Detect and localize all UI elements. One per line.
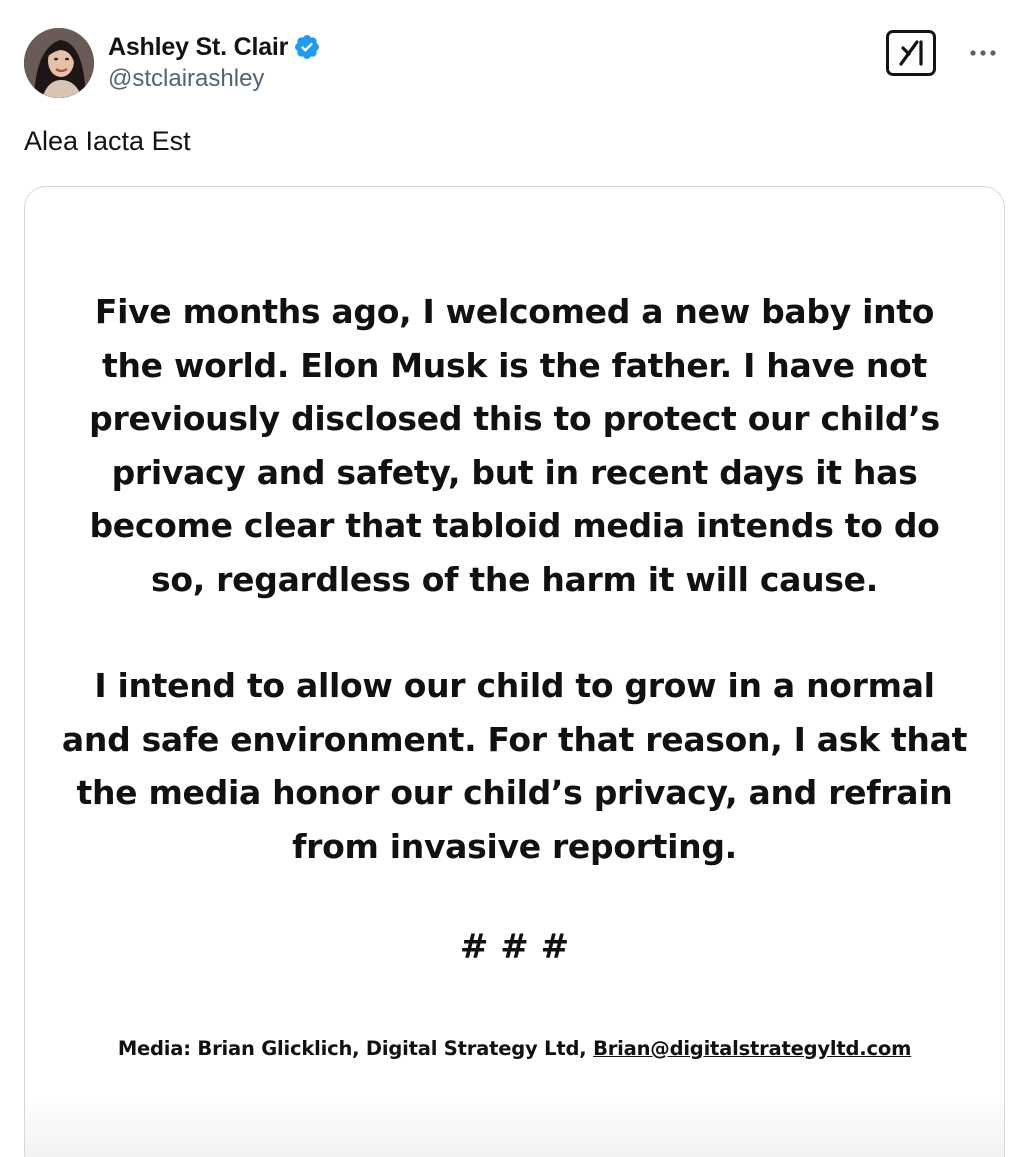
- media-contact-text: Media: Brian Glicklich, Digital Strategy Ltd,: [117, 1037, 587, 1060]
- verified-badge-icon: [293, 33, 321, 61]
- user-info: [108, 30, 321, 93]
- grok-icon: [895, 38, 927, 68]
- media-contact: [25, 1037, 1004, 1060]
- more-button[interactable]: [966, 36, 1000, 70]
- tweet-text: Alea Iacta Est: [24, 126, 191, 156]
- display-name[interactable]: Ashley St. Clair: [108, 32, 289, 61]
- tweet-header: [24, 28, 1000, 100]
- name-row: [108, 30, 321, 64]
- grok-button[interactable]: [886, 30, 936, 76]
- avatar[interactable]: [24, 28, 94, 98]
- media-contact-email: Brian@digitalstrategyltd.com: [593, 1037, 912, 1060]
- statement-paragraph-1: Five months ago, I welcomed a new baby into the world. Elon Musk is the father. I have not previously disclosed this to protect our child’s privacy and safety, but in recent days it has become clear that tabloid media intends to do so, regardless of the harm it will cause.: [89, 292, 940, 599]
- statement-separator: # # #: [459, 927, 570, 967]
- more-horizontal-icon: [969, 49, 997, 57]
- handle[interactable]: @stclairashley: [108, 65, 265, 92]
- image-bottom-fade: [25, 1095, 1004, 1157]
- statement-paragraph-2: I intend to allow our child to grow in a normal and safe environment. For that reason, I ask that the media honor our child’s privacy, and refrain from invasive reporting.: [61, 666, 968, 866]
- media-image[interactable]: [24, 186, 1005, 1157]
